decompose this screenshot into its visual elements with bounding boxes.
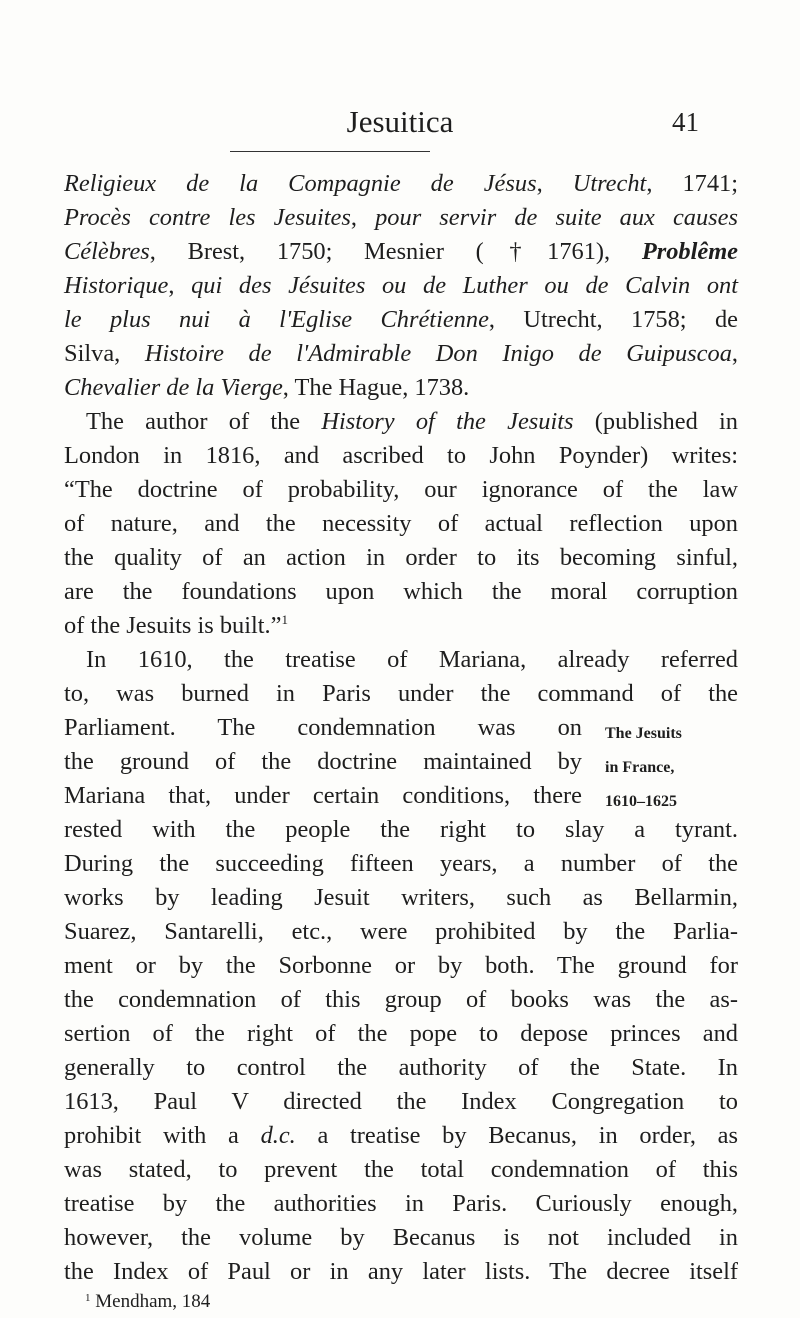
text-line-13: are the foundations upon which the moral corruption	[64, 578, 738, 605]
text-line-27: generally to control the authority of the State. In	[64, 1054, 738, 1081]
text-line-30: was stated, to prevent the total condemnation of this	[64, 1156, 738, 1183]
text-line-17: Parliament. The condemnation was on	[64, 714, 582, 741]
text-line-2: Procès contre les Jesuites, pour servir de suite aux causes	[64, 204, 738, 231]
text-line-3: Célèbres, Brest, 1750; Mesnier (†1761), Problême	[64, 238, 738, 265]
text-line-15: In 1610, the treatise of Mariana, already referred	[86, 646, 738, 673]
margin-note-line-2: in France,	[605, 759, 675, 776]
text-line-21: During the succeeding fifteen years, a number of the	[64, 850, 738, 877]
text-line-1: Religieux de la Compagnie de Jésus, Utrecht, 1741;	[64, 170, 738, 197]
text-line-22: works by leading Jesuit writers, such as Bellarmin,	[64, 884, 738, 911]
text-line-28: 1613, Paul V directed the Index Congregation to	[64, 1088, 738, 1115]
text-line-24: ment or by the Sorbonne or by both. The ground for	[64, 952, 738, 979]
text-line-16: to, was burned in Paris under the command of the	[64, 680, 738, 707]
text-line-5: le plus nui à l'Eglise Chrétienne, Utrecht, 1758; de	[64, 306, 738, 333]
running-head-title: Jesuitica	[346, 104, 454, 139]
text-line-4: Historique, qui des Jésuites ou de Luther ou de Calvin ont	[64, 272, 738, 299]
text-line-10: “The doctrine of probability, our ignorance of the law	[64, 476, 738, 503]
text-line-33: the Index of Paul or in any later lists. The decree itself	[64, 1258, 738, 1285]
text-line-32: however, the volume by Becanus is not included in	[64, 1224, 738, 1251]
footnote-text: Mendham, 184	[95, 1291, 211, 1312]
footnote-marker: 1	[85, 1292, 91, 1304]
text-line-29: prohibit with a d.c. a treatise by Becanus, in order, as	[64, 1122, 738, 1149]
header-rule	[230, 151, 430, 152]
text-line-19: Mariana that, under certain conditions, there	[64, 782, 582, 809]
margin-note-line-1: The Jesuits	[605, 725, 682, 742]
text-line-31: treatise by the authorities in Paris. Curiously enough,	[64, 1190, 738, 1217]
text-line-11: of nature, and the necessity of actual reflection upon	[64, 510, 738, 537]
footnote	[85, 1290, 210, 1314]
text-line-25: the condemnation of this group of books was the as-	[64, 986, 738, 1013]
text-line-12: the quality of an action in order to its becoming sinful,	[64, 544, 738, 571]
text-line-14: of the Jesuits is built.”$^1$	[64, 612, 288, 639]
text-line-9: London in 1816, and ascribed to John Poynder) writes:	[64, 442, 738, 469]
text-line-7: Chevalier de la Vierge, The Hague, 1738.	[64, 374, 470, 401]
text-line-8: The author of the History of the Jesuits (published in	[86, 408, 738, 435]
footnote-reference: 1	[281, 612, 288, 627]
text-line-23: Suarez, Santarelli, etc., were prohibited by the Parlia-	[64, 918, 738, 945]
text-line-6: Silva, Histoire de l'Admirable Don Inigo de Guipuscoa,	[64, 340, 738, 367]
page-number: 41	[672, 107, 699, 137]
text-line-26: sertion of the right of the pope to depose princes and	[64, 1020, 738, 1047]
text-line-18: the ground of the doctrine maintained by	[64, 748, 582, 775]
margin-note-line-3: 1610–1625	[605, 793, 677, 810]
text-line-20: rested with the people the right to slay a tyrant.	[64, 816, 738, 843]
